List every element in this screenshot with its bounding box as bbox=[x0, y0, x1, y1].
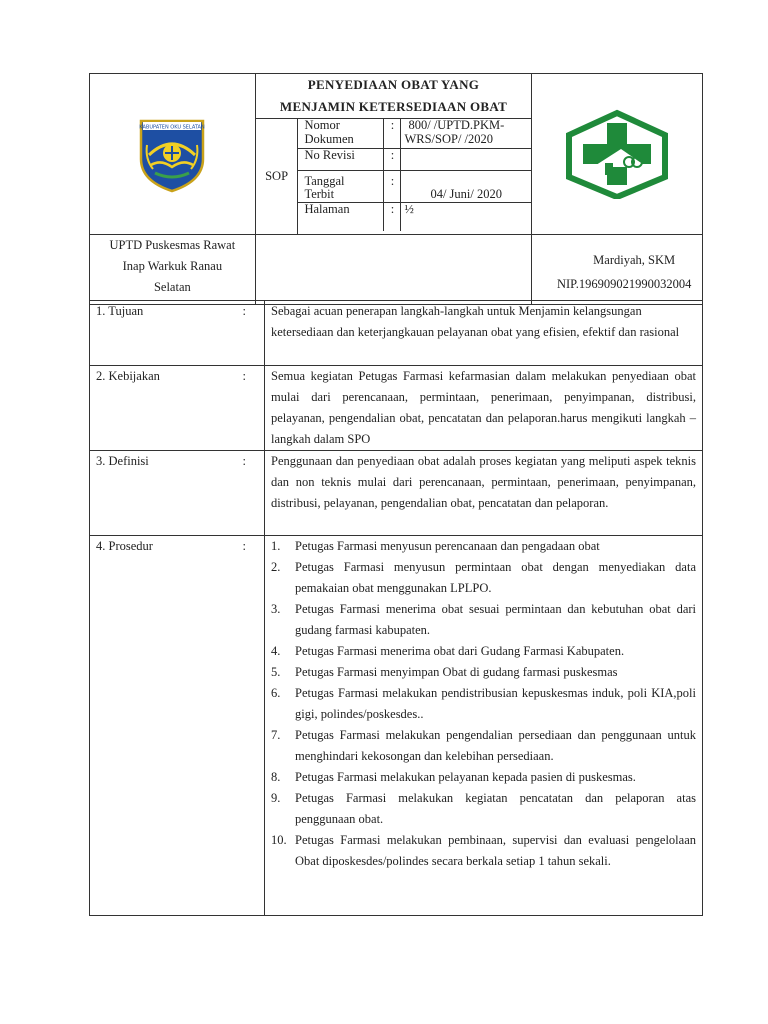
kebijakan-label: 2. Kebijakan : bbox=[90, 366, 265, 451]
step-text: Petugas Farmasi menerima obat dari Gudang Farmasi Kabupaten. bbox=[295, 644, 625, 658]
procedure-step bbox=[271, 830, 696, 872]
step-text: Petugas Farmasi melakukan pelayanan kepada pasien di puskesmas. bbox=[295, 770, 636, 784]
step-text: Petugas Farmasi menerima obat sesuai permintaan dan kebutuhan obat dari gudang farmasi kabupaten. bbox=[295, 602, 696, 637]
step-text: Petugas Farmasi melakukan pendistribusian kepuskesmas induk, poli KIA,poli gigi, polindes/poskesdes.. bbox=[295, 686, 696, 721]
meta-sep: : bbox=[384, 119, 401, 148]
org-line-3: Selatan bbox=[153, 280, 191, 294]
org-line-2: Inap Warkuk Ranau bbox=[122, 259, 223, 273]
emblem-caption: KABUPATEN OKU SELATAN bbox=[139, 124, 206, 131]
step-text: Petugas Farmasi melakukan pembinaan, supervisi dan evaluasi pengelolaan Obat diposkesdes/polindes secara berkala setiap 1 tahun sekali. bbox=[295, 833, 696, 868]
meta-sep: : bbox=[384, 202, 401, 231]
procedure-step bbox=[271, 536, 696, 557]
regency-emblem-icon bbox=[135, 115, 209, 193]
meta-table bbox=[298, 119, 531, 231]
step-number: 7. bbox=[271, 728, 281, 742]
prosedur-label: 4. Prosedur : bbox=[90, 536, 265, 916]
signer-block bbox=[532, 235, 703, 305]
step-text: Petugas Farmasi melakukan kegiatan pencatatan dan pelaporan atas penggunaan obat. bbox=[295, 791, 696, 826]
meta-label-revisi: No Revisi bbox=[298, 148, 384, 170]
procedure-step bbox=[271, 767, 696, 788]
regency-logo-cell bbox=[90, 74, 256, 235]
meta-value-halaman: ½ bbox=[404, 201, 414, 216]
puskesmas-logo-cell bbox=[532, 74, 703, 235]
tujuan-label: 1. Tujuan : bbox=[90, 301, 265, 366]
section-kebijakan bbox=[90, 366, 703, 451]
step-number: 3. bbox=[271, 602, 281, 616]
organization-name bbox=[90, 235, 256, 305]
sop-label: SOP bbox=[255, 119, 298, 235]
step-number: 1. bbox=[271, 539, 281, 553]
section-tujuan bbox=[90, 301, 703, 366]
meta-value-revisi bbox=[401, 148, 531, 170]
procedure-list bbox=[271, 536, 696, 872]
tujuan-text: Sebagai acuan penerapan langkah-langkah untuk Menjamin kelangsungan ketersediaan dan keterjangkauan pelayanan obat yang efisien, efektif dan rasional bbox=[265, 301, 703, 366]
step-text: Petugas Farmasi menyimpan Obat di gudang farmasi puskesmas bbox=[295, 665, 618, 679]
sop-header-table bbox=[89, 73, 703, 305]
step-text: Petugas Farmasi menyusun permintaan obat dengan menyediakan data pemakaian obat menggunakan LPLPO. bbox=[295, 560, 696, 595]
step-text: Petugas Farmasi menyusun perencanaan dan pengadaan obat bbox=[295, 539, 600, 553]
procedure-step bbox=[271, 725, 696, 767]
signer-name: Mardiyah, SKM bbox=[593, 252, 676, 267]
meta-label-halaman: Halaman bbox=[298, 202, 384, 231]
definisi-text: Penggunaan dan penyediaan obat adalah proses kegiatan yang meliputi aspek teknis dan non teknis mulai dari perencanaan, permintaan, penerimaan, penyimpanan, distribusi, pelayanan, pengendalian obat, pencatatan dan pelaporan. bbox=[265, 451, 703, 536]
step-number: 6. bbox=[271, 686, 281, 700]
meta-value-tanggal: 04/ Juni/ 2020 bbox=[401, 170, 531, 202]
meta-sep: : bbox=[384, 170, 401, 202]
meta-value-nomor: 800/ /UPTD.PKM- WRS/SOP/ /2020 bbox=[401, 119, 531, 148]
procedure-step bbox=[271, 599, 696, 641]
step-number: 9. bbox=[271, 791, 281, 805]
procedure-step bbox=[271, 641, 696, 662]
step-number: 10. bbox=[271, 833, 287, 847]
meta-label-tanggal: Tanggal Terbit bbox=[298, 170, 384, 202]
signature-area bbox=[255, 235, 532, 305]
step-number: 4. bbox=[271, 644, 281, 658]
puskesmas-logo-icon bbox=[561, 109, 673, 199]
document-meta bbox=[298, 119, 532, 235]
step-number: 5. bbox=[271, 665, 281, 679]
step-text: Petugas Farmasi melakukan pengendalian persediaan dan penggunaan untuk menghindari kekosongan dan kelebihan persediaan. bbox=[295, 728, 696, 763]
definisi-label: 3. Definisi : bbox=[90, 451, 265, 536]
procedure-step bbox=[271, 788, 696, 830]
section-prosedur bbox=[90, 536, 703, 916]
kebijakan-text: Semua kegiatan Petugas Farmasi kefarmasian dalam melakukan penyediaan obat mulai dari perencanaan, permintaan, penerimaan, penyimpanan, distribusi, pelayanan, pengendalian obat, pencatatan dan pelaporan.harus mengikuti langkah – langkah dalam SPO bbox=[265, 366, 703, 451]
title-line-1: PENYEDIAAN OBAT YANG bbox=[307, 77, 480, 92]
step-number: 2. bbox=[271, 560, 281, 574]
procedure-step bbox=[271, 662, 696, 683]
signer-nip: NIP.196909021990032004 bbox=[556, 276, 692, 291]
step-number: 8. bbox=[271, 770, 281, 784]
title-line-2: MENJAMIN KETERSEDIAAN OBAT bbox=[279, 99, 508, 114]
meta-label-nomor: Nomor Dokumen bbox=[298, 119, 384, 148]
org-line-1: UPTD Puskesmas Rawat bbox=[109, 238, 236, 252]
meta-sep: : bbox=[384, 148, 401, 170]
sop-content-table bbox=[89, 300, 703, 916]
document-title bbox=[255, 74, 532, 119]
prosedur-steps bbox=[265, 536, 703, 916]
procedure-step bbox=[271, 683, 696, 725]
section-definisi bbox=[90, 451, 703, 536]
procedure-step bbox=[271, 557, 696, 599]
